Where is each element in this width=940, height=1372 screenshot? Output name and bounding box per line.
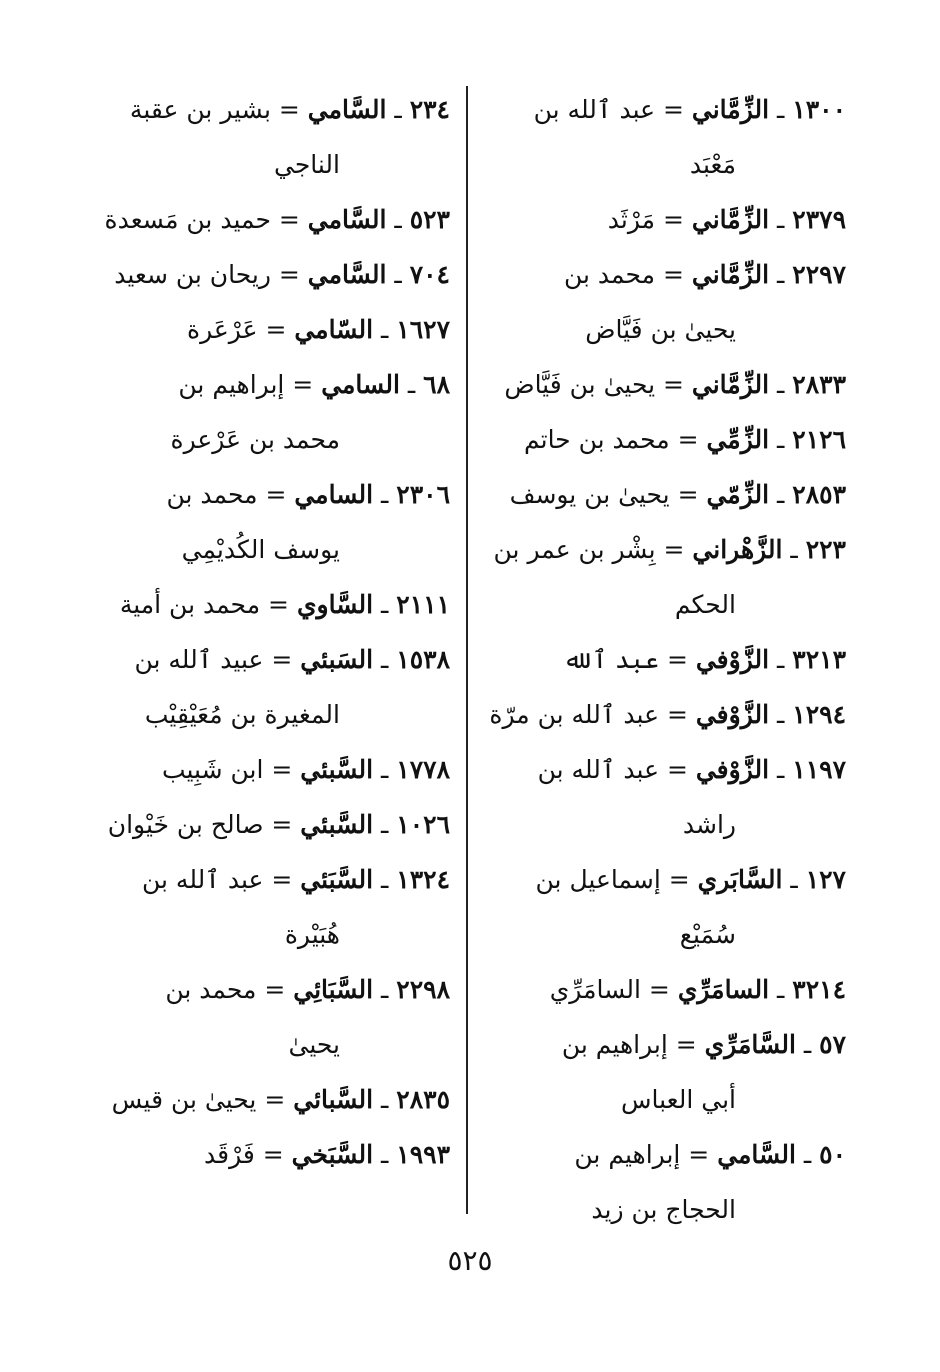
entry-number: ٥٧ [819,1030,846,1059]
entry-name: إبراهيم بن [561,1030,668,1059]
entry-nisba: الزَّوْفي [695,700,770,729]
entry-nisba: السَّبَائِي [293,975,374,1004]
entry-nisba: السّامي [294,315,374,344]
entry-continuation: هُبَيْرة [284,920,340,949]
entry-number: ٣٢١٤ [792,975,846,1004]
entry-name: محمد بن أمية [119,590,261,619]
entry-nisba: السامي [294,480,374,509]
entry-223: ٢٢٣ ـ الزَّهْراني = بِشْر بن عمر بن الحكم [478,522,846,632]
entry-name: إبراهيم بن [178,370,285,399]
entry-name: عبد ٱلله [563,645,659,674]
entry-1300: ١٣٠٠ ـ الزِّمَّاني = عبد ٱلله بن مَعْبَد [478,82,846,192]
entry-2111: ٢١١١ ـ السَّاوي = محمد بن أمية [119,590,450,619]
entry-name: عبيد ٱلله بن [134,645,264,674]
entry-name: يحيىٰ بن قيس [111,1085,257,1114]
entry-nisba: الزِّمَّاني [691,260,770,289]
entry-number: ١٧٧٨ [396,755,450,784]
entry-nisba: السَّابَري [697,865,783,894]
entry-number: ١٢٧ [805,865,846,894]
entry-name: بشير بن عقبة [129,95,271,124]
entry-nisba: الزِّمَّاني [691,370,770,399]
entry-name: إسماعيل بن [535,865,661,894]
entry-number: ٢٨٣٣ [792,370,846,399]
entry-number: ١٦٢٧ [396,315,450,344]
entry-number: ٢٣٧٩ [792,205,846,234]
entry-name: عبد ٱلله بن مرّة [489,700,659,729]
entry-number: ١٠٢٦ [396,810,450,839]
entry-2298: ٢٢٩٨ ـ السَّبَائِي = محمد بن يحيىٰ [82,962,450,1072]
entry-name: محمد بن [165,975,257,1004]
entry-name: عبد ٱلله بن [533,95,656,124]
entry-nisba: السَّامي [717,1140,796,1169]
entry-continuation: الحجاج بن زيد [591,1195,736,1224]
entry-number: ٥٠ [819,1140,846,1169]
entry-nisba: السَّبئي [300,755,374,784]
entry-number: ٢١٢٦ [792,425,846,454]
entry-nisba: الزَّهْراني [692,535,783,564]
entry-continuation: الناجي [273,150,340,179]
entry-number: ١٩٩٣ [396,1140,450,1169]
entry-number: ٢١١١ [396,590,450,619]
entry-number: ٢٢٩٧ [792,260,846,289]
entry-number: ١١٩٧ [792,755,846,784]
entry-2835: ٢٨٣٥ ـ السَّبائي = يحيىٰ بن قيس [111,1085,450,1114]
entry-name: فَرْقَد [204,1140,255,1169]
entry-68: ٦٨ ـ السامي = إبراهيم بن محمد بن عَرْعرة [82,357,450,467]
entry-continuation: مَعْبَد [689,150,736,179]
entry-number: ٢٢٩٨ [396,975,450,1004]
entry-continuation: الحكم [674,590,736,619]
entry-name: مَرْثَد [607,205,656,234]
entry-continuation: يحيىٰ بن فَيَّاض [585,315,736,344]
entry-nisba: السَّامي [307,260,387,289]
entry-number: ٢٨٣٥ [396,1085,450,1114]
entry-nisba: الزِّمَّاني [691,95,770,124]
entry-50: ٥٠ ـ السَّامي = إبراهيم بن الحجاج بن زيد [478,1127,846,1237]
entry-1538: ١٥٣٨ ـ السَبئي = عبيد ٱلله بن المغيرة بن مُعَيْقِيْب [82,632,450,742]
entry-name: عبد ٱلله بن [537,755,659,784]
entry-number: ١٣٢٤ [396,865,450,894]
entry-name: عَرْعَرة [186,315,258,344]
column-divider [466,86,468,1214]
entry-1026: ١٠٢٦ ـ السَّبئي = صالح بن خَيْوان [107,810,450,839]
entry-nisba: السَّامي [307,95,387,124]
entry-2853: ٢٨٥٣ ـ الزِّمّي = يحيىٰ بن يوسف [509,480,846,509]
entry-2833: ٢٨٣٣ ـ الزِّمَّاني = يحيىٰ بن فَيَّاض [504,370,846,399]
entry-name: ريحان بن سعيد [114,260,271,289]
entry-name: يحيىٰ بن فَيَّاض [504,370,656,399]
entry-nisba: الزِّمِّي [706,425,770,454]
entry-1197: ١١٩٧ ـ الزَّوْفي = عبد ٱلله بن راشد [478,742,846,852]
entry-nisba: السَّاوي [296,590,374,619]
entry-2297: ٢٢٩٧ ـ الزِّمَّاني = محمد بن يحيىٰ بن فَيَّاض [478,247,846,357]
entry-1778: ١٧٧٨ ـ السَّبئي = ابن شَبِيب [161,755,450,784]
entry-1324: ١٣٢٤ ـ السَّبَئي = عبد ٱلله بن هُبَيْرة [82,852,450,962]
entry-nisba: السَّامي [307,205,387,234]
entry-number: ١٣٠٠ [792,95,846,124]
entry-name: السامَرِّي [549,975,641,1004]
entry-number: ٢٨٥٣ [792,480,846,509]
entry-2306: ٢٣٠٦ ـ السامي = محمد بن يوسف الكُديْمِي [82,467,450,577]
entry-nisba: الزِّمَّاني [691,205,770,234]
entry-3214: ٣٢١٤ ـ السامَرِّي = السامَرِّي [549,975,846,1004]
entry-nisba: السَّبَئي [300,865,374,894]
entry-nisba: الزِّمّي [706,480,770,509]
entry-nisba: السَبئي [300,645,374,674]
entry-2379: ٢٣٧٩ ـ الزِّمَّاني = مَرْثَد [607,205,846,234]
right-column [478,82,846,1237]
entry-nisba: السامَرِّي [677,975,770,1004]
left-column [82,82,450,1182]
entry-234: ٢٣٤ ـ السَّامي = بشير بن عقبة الناجي [82,82,450,192]
entry-2126: ٢١٢٦ ـ الزِّمِّي = محمد بن حاتم [523,425,846,454]
entry-name: بِشْر بن عمر بن [493,535,656,564]
entry-continuation: يحيىٰ [288,1030,340,1059]
entry-number: ٢٣٠٦ [396,480,450,509]
entry-number: ١٢٩٤ [792,700,846,729]
page-number: ٥٢٥ [447,1244,493,1277]
entry-number: ٢٢٣ [805,535,846,564]
entry-57: ٥٧ ـ السَّامَرِّي = إبراهيم بن أبي العباس [478,1017,846,1127]
entry-name: إبراهيم بن [574,1140,681,1169]
entry-1993: ١٩٩٣ ـ السَّبَخي = فَرْقَد [204,1140,450,1169]
entry-continuation: يوسف الكُديْمِي [181,535,340,564]
entry-name: حميد بن مَسعدة [104,205,271,234]
entry-number: ٢٣٤ [409,95,450,124]
entry-127: ١٢٧ ـ السَّابَري = إسماعيل بن سُمَيْع [478,852,846,962]
entry-nisba: الزَّوْفي [695,755,770,784]
entry-continuation: محمد بن عَرْعرة [170,425,340,454]
entry-continuation: المغيرة بن مُعَيْقِيْب [144,700,340,729]
entry-name: ابن شَبِيب [161,755,264,784]
entry-nisba: السَّامَرِّي [704,1030,796,1059]
entry-nisba: السَّبئي [300,810,374,839]
entry-nisba: السَّبائي [293,1085,374,1114]
entry-523: ٥٢٣ ـ السَّامي = حميد بن مَسعدة [104,205,450,234]
entry-name: يحيىٰ بن يوسف [509,480,670,509]
entry-name: عبد ٱلله بن [142,865,264,894]
entry-number: ٧٠٤ [409,260,450,289]
entry-number: ٣٢١٣ [792,645,846,674]
entry-name: محمد بن [166,480,258,509]
entry-number: ٥٢٣ [409,205,450,234]
entry-name: محمد بن [564,260,656,289]
entry-name: محمد بن حاتم [523,425,670,454]
entry-704: ٧٠٤ ـ السَّامي = ريحان بن سعيد [114,260,450,289]
entry-continuation: راشد [682,810,736,839]
entry-1294: ١٢٩٤ ـ الزَّوْفي = عبد ٱلله بن مرّة [489,700,846,729]
entry-continuation: سُمَيْع [679,920,736,949]
entry-name: صالح بن خَيْوان [107,810,264,839]
entry-continuation: أبي العباس [621,1085,736,1114]
entry-1627: ١٦٢٧ ـ السّامي = عَرْعَرة [186,315,450,344]
entry-number: ٦٨ [423,370,450,399]
entry-nisba: الزَّوْفي [695,645,770,674]
entry-3213: ٣٢١٣ ـ الزَّوْفي = عبد ٱلله [563,645,846,674]
entry-number: ١٥٣٨ [396,645,450,674]
entry-nisba: السامي [321,370,400,399]
entry-nisba: السَّبَخي [291,1140,374,1169]
